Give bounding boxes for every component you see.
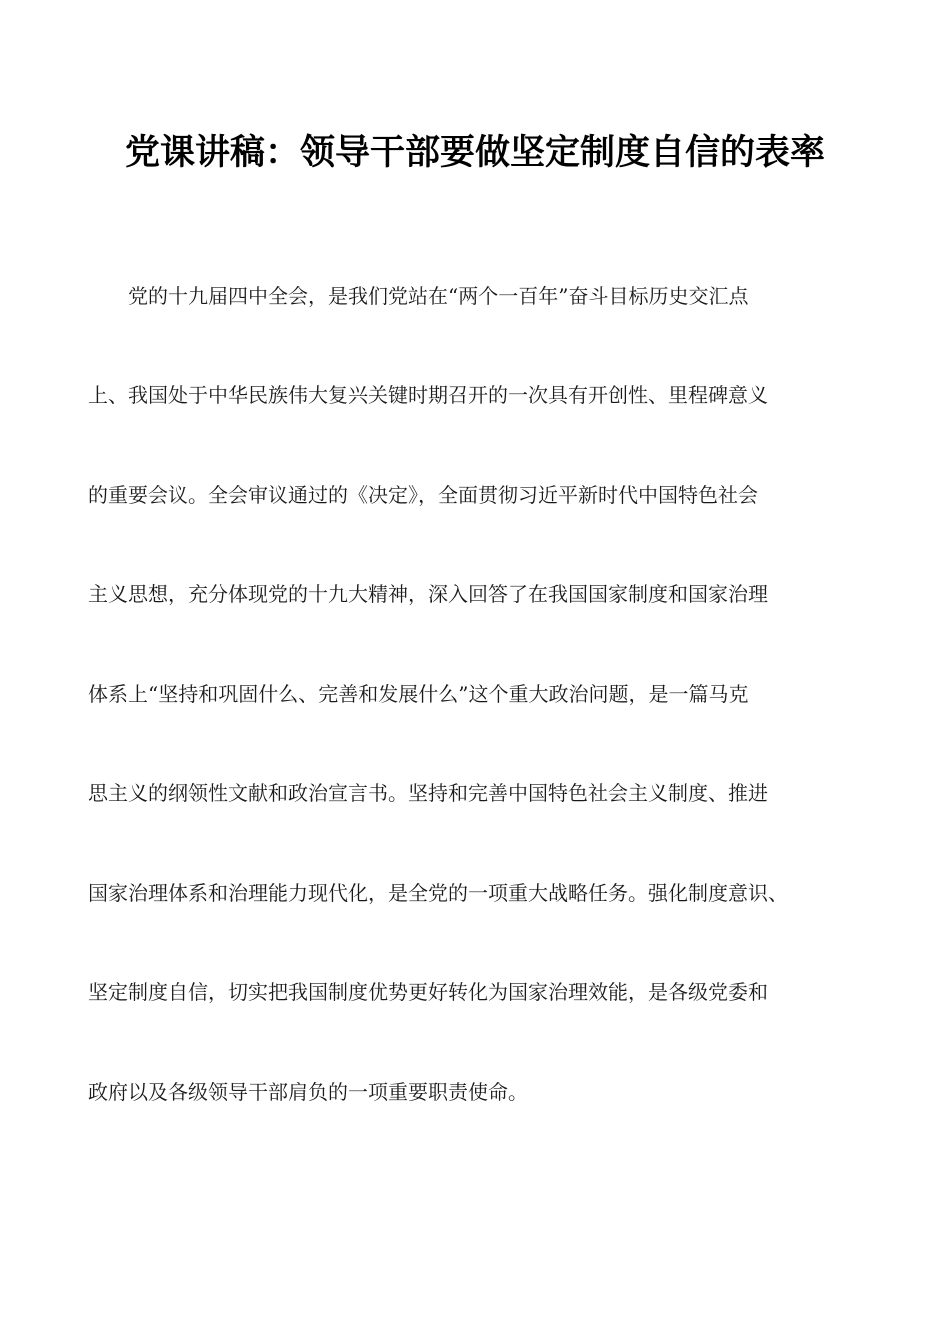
paragraph-line: 主义思想，充分体现党的十九大精神，深入回答了在我国国家制度和国家治理 — [88, 582, 768, 606]
paragraph-line: 政府以及各级领导干部肩负的一项重要职责使命。 — [88, 1080, 528, 1104]
paragraph-line: 国家治理体系和治理能力现代化，是全党的一项重大战略任务。强化制度意识、 — [88, 881, 788, 905]
document-title: 党课讲稿：领导干部要做坚定制度自信的表率 — [124, 133, 825, 173]
paragraph-line: 坚定制度自信，切实把我国制度优势更好转化为国家治理效能，是各级党委和 — [88, 980, 768, 1004]
paragraph-line: 党的十九届四中全会，是我们党站在“两个一百年”奋斗目标历史交汇点 — [128, 284, 749, 308]
paragraph-line: 的重要会议。全会审议通过的《决定》，全面贯彻习近平新时代中国特色社会 — [88, 483, 758, 507]
paragraph-line: 体系上“坚持和巩固什么、完善和发展什么”这个重大政治问题，是一篇马克 — [88, 682, 749, 706]
paragraph-line: 上、我国处于中华民族伟大复兴关键时期召开的一次具有开创性、里程碑意义 — [88, 383, 768, 407]
paragraph-line: 思主义的纲领性文献和政治宣言书。坚持和完善中国特色社会主义制度、推进 — [88, 781, 768, 805]
